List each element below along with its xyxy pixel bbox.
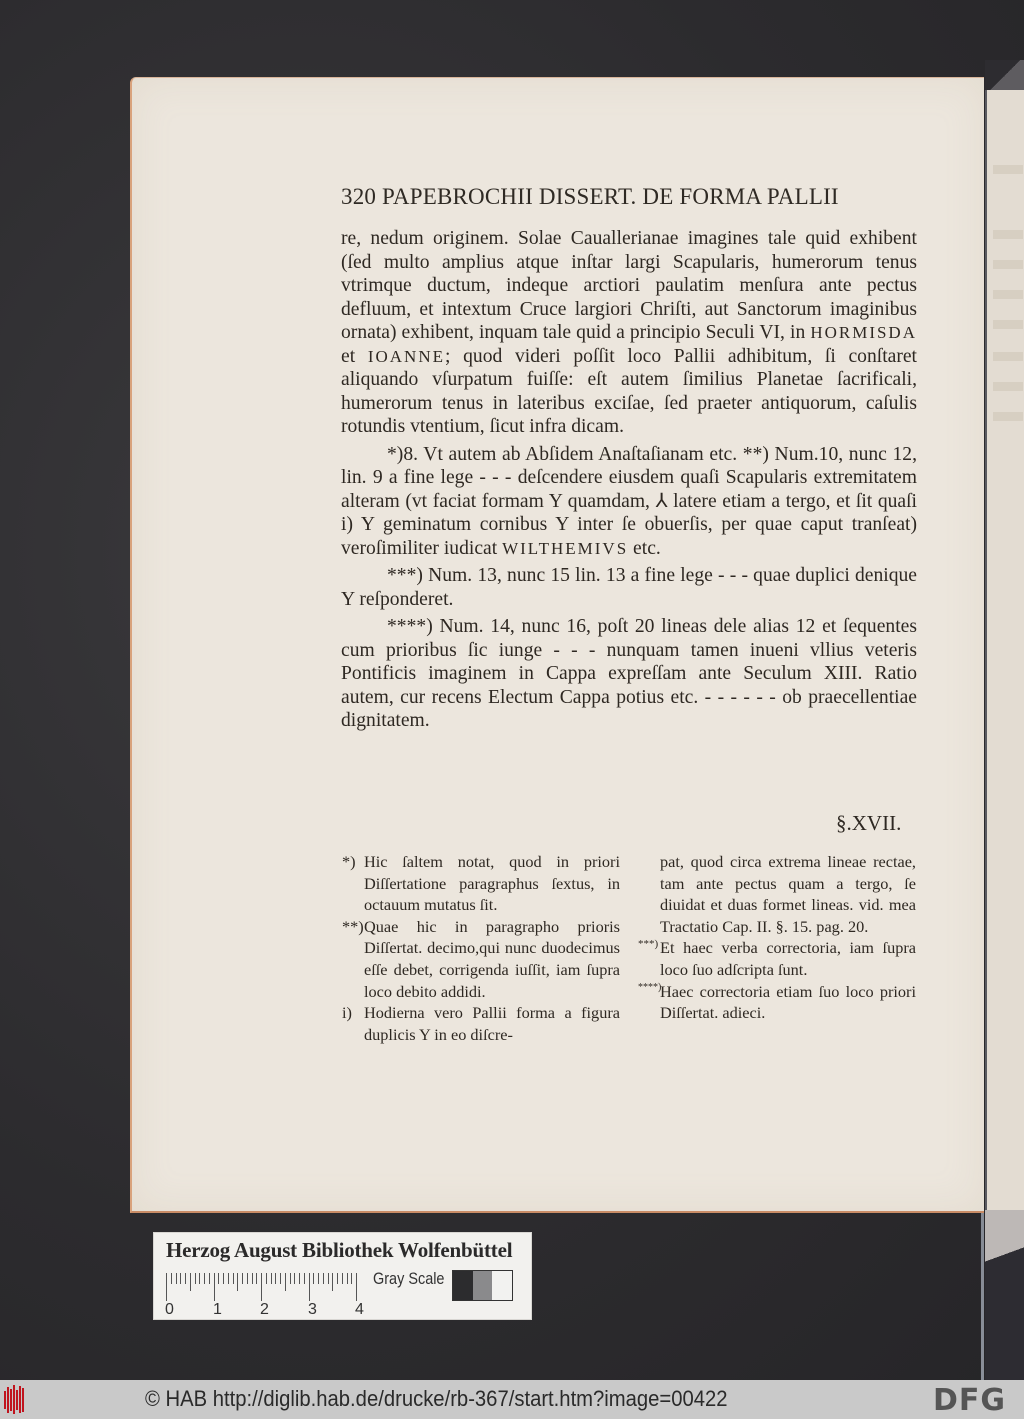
ghost-text xyxy=(993,382,1023,391)
logo-bar xyxy=(22,1388,24,1412)
ruler-tick xyxy=(275,1273,276,1284)
ruler-tick xyxy=(356,1273,357,1301)
text-run: ***) Num. 13, nunc 15 lin. 13 a fine lege - - - quae duplici denique Y reſponderet. xyxy=(341,565,917,610)
ruler-tick xyxy=(171,1273,172,1284)
ruler-label: 0 xyxy=(165,1301,174,1318)
ruler-tick xyxy=(256,1273,257,1284)
gray-scale-label: Gray Scale xyxy=(373,1269,445,1288)
logo-bar xyxy=(7,1387,9,1413)
text-run: ; quod videri poſſit loco Pallii adhibitum, ſi conſtaret aliquando vſurpatum fuiſſe: eſt autem ſimilius Planetae ſacrificali, humerorum tenus in lateribus exciſae, ſed praeter antiquorum, caſulis rotundis vtentium, ſicut infra dicam. xyxy=(341,345,917,437)
gray-swatch-mid xyxy=(473,1271,493,1300)
paragraph-1 xyxy=(341,227,917,439)
footnotes-right-column xyxy=(638,851,916,1024)
footnote-text: pat, quod circa extrema lineae rectae, tam ante pectus quam a tergo, ſe diuidat et duas formet lineas. vid. mea Tractatio Cap. II. §. 15. pag. 20. xyxy=(660,852,916,936)
footnote-text: Hodierna vero Pallii forma a figura duplicis Y in eo diſcre- xyxy=(364,1003,620,1044)
text-run: etc. xyxy=(628,537,661,559)
logo-bar xyxy=(16,1390,18,1410)
ruler-tick xyxy=(228,1273,229,1284)
ruler-tick xyxy=(242,1273,243,1284)
footnote-text: Hic ſaltem notat, quod in priori Diſſertatione paragraphus ſextus, in octauum mutatus ſit. xyxy=(364,852,620,915)
hab-barcode-logo-icon xyxy=(4,1385,24,1414)
centimeter-ruler xyxy=(166,1273,362,1301)
footnote-mark: i) xyxy=(342,1003,352,1023)
ruler-tick xyxy=(328,1273,329,1284)
ghost-text xyxy=(993,290,1023,299)
name-ioanne: IOANNE xyxy=(367,346,445,366)
footnote xyxy=(342,916,620,1002)
ruler-tick xyxy=(214,1273,215,1301)
ruler-tick xyxy=(280,1273,281,1284)
text-run: *)8. Vt autem ab Abſidem Anaſtaſianam etc. **) Num.10, nunc 12, lin. 9 a fine lege - - - deſcendere eiusdem quaſi Scapularis extremitatem alteram (vt faciat formam Y quamdam, ⅄ latere etiam a tergo, et ſit quaſi i) Y geminatum cornibus Y inter ſe obuerſis, per quae caput tranſeat) veroſimiliter iudicat xyxy=(341,443,917,559)
footnote-mark: **) xyxy=(342,916,364,936)
adjacent-page-corner xyxy=(985,60,1024,92)
ruler-tick xyxy=(176,1273,177,1284)
ruler-tick xyxy=(309,1273,310,1301)
color-scale-card xyxy=(153,1232,532,1320)
text-run: et xyxy=(341,345,368,367)
text-run: re, nedum originem. Solae Cauallerianae imagines tale quid exhibent (ſed multo amplius atque inſtar largi Scapularis, humerorum tenus vtrimque ductum, indeque arctiori paulatim menſura ante pectus defluum, et intextum Cruce largiori Chriſti, aut Sanctorum imaginibus ornata) exhibent, inquam tale quid a principio Seculi VI, in xyxy=(341,228,917,343)
name-hormisda: HORMISDA xyxy=(810,323,917,342)
ruler-label: 4 xyxy=(355,1301,364,1318)
copyright-link[interactable]: © HAB http://diglib.hab.de/drucke/rb-367/start.htm?image=00422 xyxy=(145,1386,728,1411)
ruler-tick xyxy=(323,1273,324,1284)
ruler-tick xyxy=(166,1273,167,1301)
ghost-text xyxy=(993,412,1023,421)
section-heading: §.XVII. xyxy=(836,811,902,835)
logo-bar xyxy=(19,1386,21,1413)
ruler-tick xyxy=(351,1273,352,1284)
ruler-tick xyxy=(204,1273,205,1284)
adjacent-page xyxy=(985,90,1024,1225)
ruler-tick xyxy=(252,1273,253,1284)
ruler-tick xyxy=(209,1273,210,1284)
ruler-tick xyxy=(299,1273,300,1284)
ruler-tick xyxy=(318,1273,319,1284)
logo-bar xyxy=(4,1391,6,1409)
ruler-tick xyxy=(347,1273,348,1284)
gray-swatch-dark xyxy=(453,1271,473,1300)
footnotes-left-column xyxy=(342,851,620,1045)
body-text xyxy=(341,227,917,733)
gray-swatch-light xyxy=(492,1271,512,1300)
ruler-label: 1 xyxy=(213,1301,222,1318)
dfg-logo: DFG xyxy=(933,1383,1007,1418)
footnote-text: Quae hic in paragrapho prioris Diſſertat. decimo,qui nunc duodecimus eſſe debet, corrigenda iuſſit, iam ſupra loco debito addidi. xyxy=(364,916,620,1001)
footnote-text: Haec correctoria etiam ſuo loco priori Diſſertat. adieci. xyxy=(660,981,916,1023)
ruler-tick xyxy=(233,1273,234,1284)
ruler-tick xyxy=(294,1273,295,1284)
ruler-tick xyxy=(218,1273,219,1284)
ruler-tick xyxy=(266,1273,267,1284)
ghost-text xyxy=(993,320,1023,329)
logo-bar xyxy=(13,1385,15,1414)
gray-scale-swatches xyxy=(452,1270,513,1301)
ruler-tick xyxy=(195,1273,196,1284)
ruler-tick xyxy=(237,1273,238,1291)
ruler-tick xyxy=(271,1273,272,1284)
footnote xyxy=(342,1002,620,1045)
ruler-tick xyxy=(185,1273,186,1284)
footnote-mark: ***) xyxy=(638,938,659,951)
running-head: 320 PAPEBROCHII DISSERT. DE FORMA PALLII xyxy=(341,184,839,209)
ruler-tick xyxy=(304,1273,305,1284)
footnote-mark xyxy=(638,851,660,937)
ruler-label: 3 xyxy=(308,1301,317,1318)
footnote-mark: *) xyxy=(342,852,356,871)
ruler-tick xyxy=(199,1273,200,1284)
paragraph-2 xyxy=(341,443,917,561)
ruler-tick xyxy=(313,1273,314,1284)
footnote-mark: ****) xyxy=(638,981,662,993)
library-name: Herzog August Bibliothek Wolfenbüttel xyxy=(166,1238,513,1262)
ghost-text xyxy=(993,230,1023,239)
text-run: ****) Num. 14, nunc 16, poſt 20 lineas dele alias 12 et ſequentes cum prioribus ſic iunge - - - nunquam tamen inueni vllius veteris Pontificis imaginem in Cappa expreſſam ante Seculum XIII. Ratio autem, cur recens Electum Cappa potius etc. - - - - - - ob praecellentiae dignitatem. xyxy=(341,616,917,731)
paragraph-4 xyxy=(341,615,917,733)
footer-bar xyxy=(0,1380,1024,1419)
ruler-tick xyxy=(290,1273,291,1284)
ruler-tick xyxy=(342,1273,343,1284)
ghost-text xyxy=(993,165,1023,174)
footnote xyxy=(638,981,916,1024)
ruler-tick xyxy=(332,1273,333,1291)
ghost-text xyxy=(993,352,1023,361)
ruler-label: 2 xyxy=(260,1301,269,1318)
adjacent-page-shadow xyxy=(985,1210,1024,1380)
ghost-text xyxy=(993,260,1023,269)
logo-bar xyxy=(10,1389,12,1411)
footnote xyxy=(638,937,916,980)
name-wilthemius: WILTHEMIVS xyxy=(502,538,629,558)
footnote-text: Et haec verba correctoria, iam ſupra loco ſuo adſcripta ſunt. xyxy=(660,938,916,979)
footnote-continuation xyxy=(638,851,916,937)
ruler-tick xyxy=(223,1273,224,1284)
paragraph-3 xyxy=(341,564,917,611)
ruler-tick xyxy=(190,1273,191,1291)
ruler-tick xyxy=(180,1273,181,1284)
ruler-tick xyxy=(285,1273,286,1291)
footnote xyxy=(342,851,620,916)
ruler-tick xyxy=(261,1273,262,1301)
ruler-tick xyxy=(247,1273,248,1284)
ruler-tick xyxy=(337,1273,338,1284)
